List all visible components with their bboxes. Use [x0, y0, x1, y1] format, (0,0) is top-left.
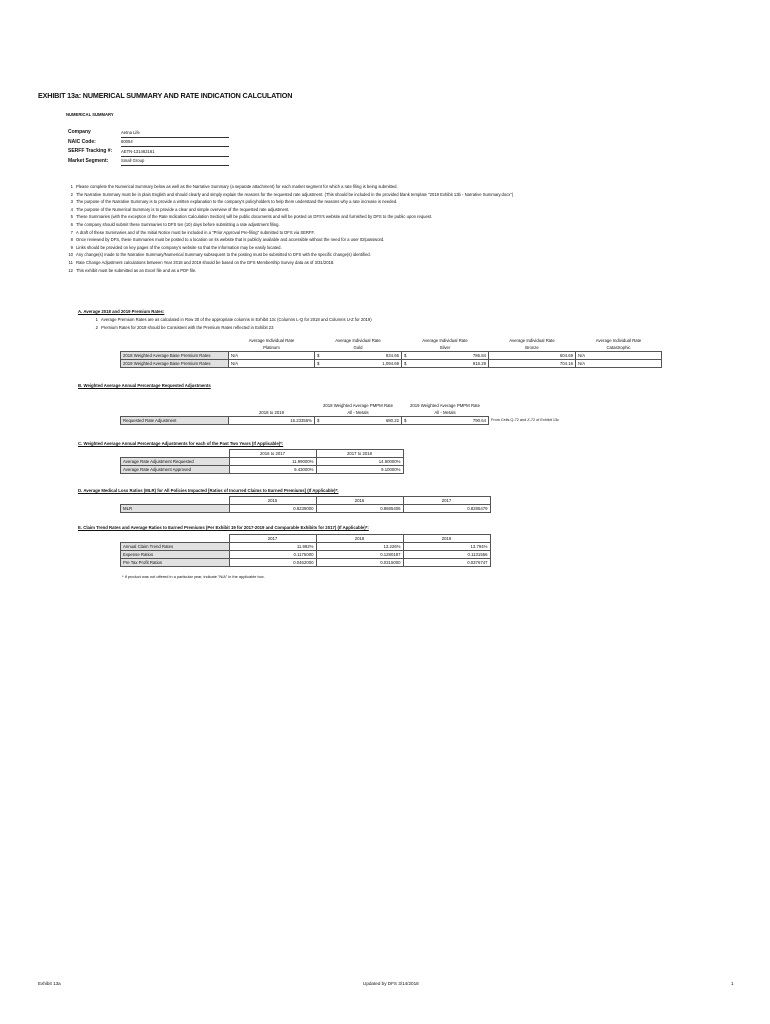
instruction-item	[66, 267, 513, 275]
section-a-heading: A. Average 2018 and 2019 Premium Rates:	[78, 309, 165, 314]
instruction-text: These Summaries (with the exception of the Rate Indication Calculation Section) will be public documents and will be posted on DFS's website and furnished by DFS to the public upon request.	[76, 214, 433, 220]
cell-value: 0.0376747	[403, 559, 490, 567]
section-a-item	[88, 317, 372, 322]
premium-rates-table	[120, 337, 662, 368]
header-silver-top: Average Individual Rate	[422, 338, 468, 343]
cell-value: 11.992%	[229, 543, 316, 551]
cell-value: 9.10000%	[316, 466, 403, 474]
row-label: 2018 Weighted Average Base Premium Rates	[121, 352, 229, 360]
past-adjustments-table	[120, 449, 404, 474]
cell-value: 0.1131556	[403, 551, 490, 559]
header-year: 2016	[316, 497, 403, 505]
instruction-number: 4	[70, 206, 73, 212]
header-2019-metals: All - Metals	[434, 410, 456, 415]
instruction-number: 3	[70, 199, 73, 205]
field-value: AETN-131462161	[121, 149, 229, 157]
footer-exhibit-label: Exhibit 13a	[38, 981, 61, 986]
cell-silver: 916.28	[414, 360, 489, 368]
field-market-segment	[66, 157, 236, 167]
table-row	[121, 559, 491, 567]
instruction-text: The purpose of the Numerical Summary is to provide a clear and simple overview of the requested rate adjustment.	[76, 206, 290, 212]
instruction-text: This exhibit must be submitted as an Excel file and as a PDF file.	[76, 267, 197, 273]
section-a-item	[88, 325, 273, 330]
cell-2019-rate: 790.64	[414, 417, 489, 425]
table-row	[121, 417, 561, 425]
item-text: Average Premium Rates are as calculated in Row 30 of the appropriate columns in Exhibit 13c (Columns L-Q for 2018 and Columns U-Z for 2019)	[101, 317, 372, 322]
instruction-item	[66, 251, 513, 259]
instruction-text: A draft of these Summaries and of the Initial Notice must be included in a "Prior Approval Pre-filing" submitted to DFS via SERFF.	[76, 229, 315, 235]
table-row	[121, 458, 404, 466]
item-text: Premium Rates for 2019 should be Consistent with the Premium Rates reflected in Exhibit 23	[101, 325, 274, 330]
instruction-text: Links should be provided on key pages of the company's website so that the information may be easily located.	[76, 244, 282, 250]
instruction-number: 5	[70, 214, 73, 220]
source-note: From Cells Q-72 and Z-72 of Exhibit 13c	[491, 418, 559, 422]
section-subtitle: NUMERICAL SUMMARY	[66, 112, 114, 117]
footer-updated-date: Updated by DFS 3/14/2018	[363, 981, 419, 986]
cell-value: 0.8685406	[316, 505, 403, 513]
cell-2018-rate: 680.22	[327, 417, 402, 425]
cell-value: 13.226%	[316, 543, 403, 551]
instruction-item	[66, 229, 513, 237]
field-value: Aetna Life	[121, 130, 229, 138]
header-2019-rate: 2019 Weighted Average PMPM Rate	[409, 403, 481, 408]
instruction-number: 1	[70, 184, 73, 189]
exhibit-title: EXHIBIT 13a: NUMERICAL SUMMARY AND RATE INDICATION CALCULATION	[38, 91, 293, 100]
instruction-item	[66, 183, 513, 191]
currency-sign: $	[402, 360, 415, 368]
header-2017-to-2018: 2017 to 2018	[316, 450, 403, 458]
row-label: Average Rate Adjustment Requested	[121, 458, 230, 466]
row-label: Pre Tax Profit Ratios	[121, 559, 230, 567]
instruction-item	[66, 221, 513, 229]
currency-sign: $	[315, 417, 328, 425]
cell-value: 0.8285479	[403, 505, 490, 513]
cell-bronze: 704.16	[501, 360, 576, 368]
instruction-number: 2	[70, 191, 73, 197]
header-2018-metals: All - Metals	[347, 410, 369, 415]
section-e-heading: E. Claim Trend Rates and Average Ratios to Earned Premiums (Per Exhibit 19 for 2017-2019 and Comparable Exhibits for 2017) (If Applicable)*:	[78, 525, 369, 530]
header-year: 2017	[403, 497, 490, 505]
instruction-number: 7	[70, 229, 73, 235]
instruction-text: Any change(s) made to the Narrative Summary/Numerical Summary subsequent to the posting must be submitted to DFS with the specific change(s) identified.	[76, 252, 371, 258]
instruction-number: 11	[68, 259, 73, 265]
table-row	[121, 551, 491, 559]
instruction-number: 8	[70, 237, 73, 243]
instruction-item	[66, 244, 513, 252]
header-bronze: Bronze	[525, 345, 539, 350]
cell-silver: 786.84	[414, 352, 489, 360]
header-gold: Gold	[353, 345, 363, 350]
cell-platinum: N/A	[229, 352, 309, 360]
instructions-list	[66, 183, 513, 274]
requested-adjustment-table	[120, 402, 561, 425]
header-platinum: Platinum	[263, 345, 280, 350]
instruction-number: 12	[68, 267, 73, 273]
instruction-item	[66, 206, 513, 214]
trend-ratios-table	[120, 534, 491, 567]
field-label: Market Segment:	[68, 157, 109, 164]
row-label: Annual Claim Trend Rates	[121, 543, 230, 551]
field-value: 60054	[121, 139, 229, 147]
instruction-text: Please complete the Numerical Summary below as well as the Narrative Summary (a separate attachment) for each market segment for which a rate filing is being submitted.	[76, 184, 398, 189]
instruction-item	[66, 236, 513, 244]
row-label: MLR	[121, 505, 230, 513]
field-serff-tracking	[66, 147, 236, 157]
header-silver: Silver	[439, 345, 451, 350]
header-bronze-top: Average Individual Rate	[509, 338, 555, 343]
instruction-text: Once reviewed by DFS, these Summaries must be posted to a location on its website that is publicly available and accessible without the need for a user ID/password.	[76, 237, 385, 243]
table-row	[121, 360, 662, 368]
field-label: NAIC Code:	[68, 138, 96, 145]
table-row	[121, 352, 662, 360]
instruction-item	[66, 213, 513, 221]
field-naic-code	[66, 138, 236, 148]
header-gold-top: Average Individual Rate	[335, 338, 381, 343]
instruction-number: 6	[70, 221, 73, 227]
cell-requested-pct: 16.23356%	[229, 417, 315, 425]
section-c-heading: C. Weighted Average Annual Percentage Adjustments for each of the Past Two Years (If Applicable)*:	[78, 441, 284, 446]
cell-value: 0.0315000	[316, 559, 403, 567]
instruction-number: 9	[70, 244, 73, 250]
field-value: Small Group	[121, 158, 229, 166]
header-2018-rate: 2018 Weighted Average PMPM Rate	[322, 403, 394, 408]
cell-platinum: N/A	[229, 360, 309, 368]
header-year: 2017	[229, 535, 316, 543]
company-info	[66, 128, 236, 166]
instruction-item	[66, 259, 513, 267]
cell-value: 14.90000%	[316, 458, 403, 466]
row-label: Average Rate Adjustment Approved	[121, 466, 230, 474]
header-year: 2015	[229, 497, 316, 505]
row-label: Expense Ratios	[121, 551, 230, 559]
section-d-heading: D. Average Medical Loss Ratios (MLR) for All Policies Impacted [Ratios of Incurred Claims to Earned Premiums] (If Applicable)*:	[78, 488, 339, 493]
item-number: 2	[95, 325, 98, 330]
footer-page-number: 1	[731, 981, 734, 986]
cell-value: 0.1280187	[316, 551, 403, 559]
cell-value: 9.43000%	[229, 466, 316, 474]
cell-value: 13.794%	[403, 543, 490, 551]
field-company	[66, 128, 236, 138]
header-year: 2019	[403, 535, 490, 543]
section-b-heading: B. Weighted Average Annual Percentage Requested Adjustments	[78, 383, 211, 388]
cell-value: 0.1175000	[229, 551, 316, 559]
instruction-text: Rate Change Adjustment calculations between Year 2018 and 2019 should be based on the DFS Membership Survey data as of 3/31/2018.	[76, 259, 335, 265]
cell-value: 0.0462000	[229, 559, 316, 567]
table-row	[121, 543, 491, 551]
footnote: * If product was not offered in a particular year, indicate "N/A" in the applicable box.	[122, 574, 265, 579]
currency-sign: $	[315, 352, 328, 360]
header-2018-to-2019: 2018 to 2019	[258, 410, 285, 415]
field-label: SERFF Tracking #:	[68, 148, 113, 154]
cell-value: 0.8239000	[229, 505, 316, 513]
instruction-text: The purpose of the Narrative Summary is to provide a written explanation to the company's policyholders to help them understand the reasons why a rate increase is needed.	[76, 199, 398, 205]
header-year: 2018	[316, 535, 403, 543]
cell-gold: 1,094.69	[327, 360, 402, 368]
header-catastrophic-top: Average Individual Rate	[595, 338, 642, 343]
header-platinum-top: Average Individual Rate	[248, 338, 295, 343]
currency-sign: $	[402, 352, 415, 360]
field-label: Company	[68, 129, 91, 135]
mlr-table	[120, 496, 491, 513]
cell-catastrophic: N/A	[576, 352, 662, 360]
header-catastrophic: Catastrophic	[606, 345, 631, 350]
cell-value: 11.99000%	[229, 458, 316, 466]
cell-gold: 834.65	[327, 352, 402, 360]
instruction-text: The Narrative Summary must be in plain English and should clearly and simply explain the reasons for the requested rate adjustment. (This should be included in the provided blank template "2019 Exhibit 13b - Narrative Summary.docx")	[76, 191, 514, 197]
item-number: 1	[95, 317, 98, 322]
cell-catastrophic: N/A	[576, 360, 662, 368]
instruction-number: 10	[68, 252, 73, 258]
instruction-item	[66, 198, 513, 206]
row-label: Requested Rate Adjustment	[121, 417, 229, 425]
currency-sign: $	[402, 417, 415, 425]
instruction-item	[66, 191, 513, 199]
table-row	[121, 505, 491, 513]
header-2016-to-2017: 2016 to 2017	[229, 450, 316, 458]
table-row	[121, 466, 404, 474]
cell-bronze: 604.69	[501, 352, 576, 360]
currency-sign: $	[315, 360, 328, 368]
instruction-text: The company should submit these Summaries to DFS ten (10) days before submitting a rate adjustment filing.	[76, 221, 280, 227]
row-label: 2019 Weighted Average Base Premium Rates	[121, 360, 229, 368]
